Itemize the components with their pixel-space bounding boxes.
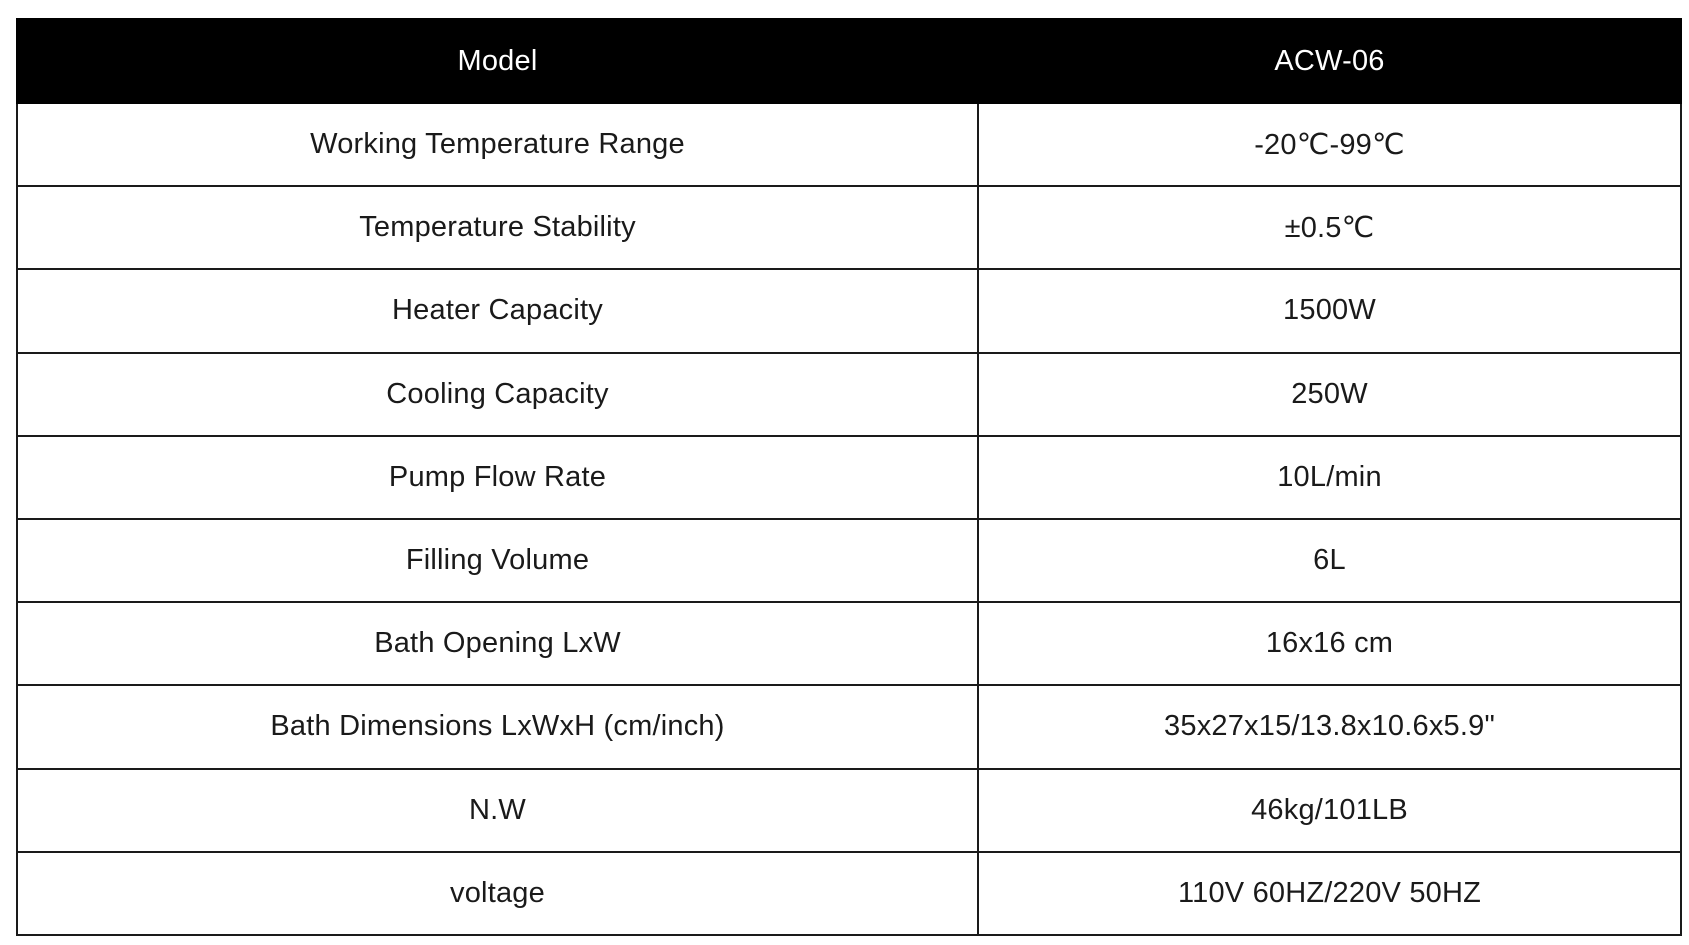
spec-label: Pump Flow Rate	[17, 436, 978, 519]
spec-value: 1500W	[978, 269, 1681, 352]
spec-table-body	[17, 103, 1681, 935]
header-label-cell: Model	[17, 19, 978, 103]
spec-value: 46kg/101LB	[978, 769, 1681, 852]
spec-label: Temperature Stability	[17, 186, 978, 269]
spec-label: Bath Opening LxW	[17, 602, 978, 685]
spec-table-header	[17, 19, 1681, 103]
spec-value: 6L	[978, 519, 1681, 602]
table-row	[17, 269, 1681, 352]
spec-label: voltage	[17, 852, 978, 935]
spec-label: Cooling Capacity	[17, 353, 978, 436]
spec-value: ±0.5℃	[978, 186, 1681, 269]
table-row	[17, 685, 1681, 768]
spec-label: Filling Volume	[17, 519, 978, 602]
spec-value: -20℃-99℃	[978, 103, 1681, 186]
spec-label: Heater Capacity	[17, 269, 978, 352]
spec-label: N.W	[17, 769, 978, 852]
table-row	[17, 436, 1681, 519]
table-row	[17, 186, 1681, 269]
table-row	[17, 602, 1681, 685]
header-row	[17, 19, 1681, 103]
spec-label: Working Temperature Range	[17, 103, 978, 186]
header-value-cell: ACW-06	[978, 19, 1681, 103]
spec-table	[16, 18, 1682, 936]
table-row	[17, 103, 1681, 186]
table-row	[17, 852, 1681, 935]
spec-label: Bath Dimensions LxWxH (cm/inch)	[17, 685, 978, 768]
table-row	[17, 769, 1681, 852]
table-row	[17, 519, 1681, 602]
spec-value: 16x16 cm	[978, 602, 1681, 685]
spec-value: 250W	[978, 353, 1681, 436]
spec-value: 110V 60HZ/220V 50HZ	[978, 852, 1681, 935]
table-row	[17, 353, 1681, 436]
spec-value: 10L/min	[978, 436, 1681, 519]
spec-value: 35x27x15/13.8x10.6x5.9"	[978, 685, 1681, 768]
